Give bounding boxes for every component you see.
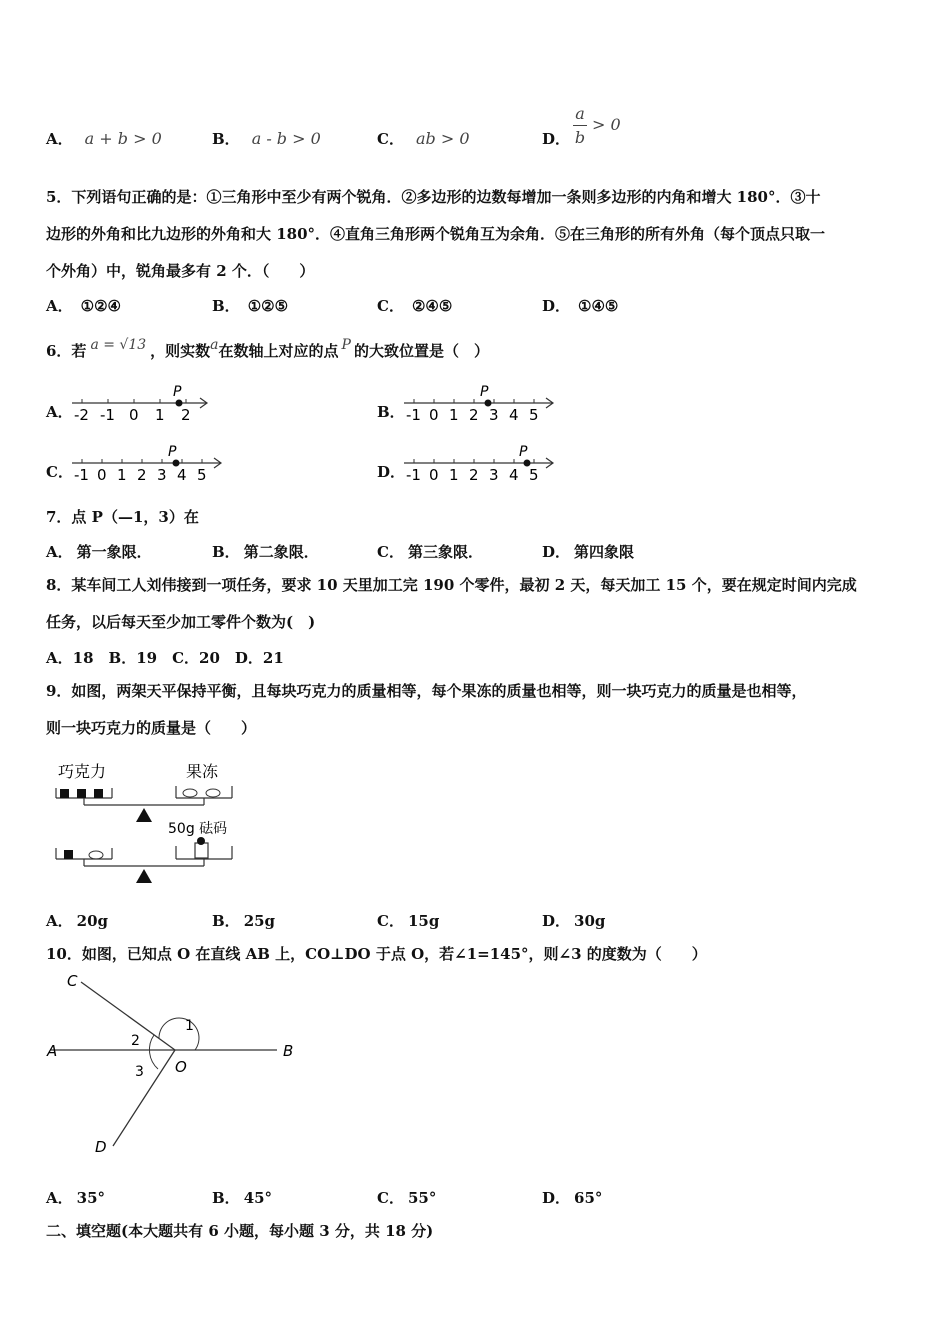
weight-box (195, 843, 208, 858)
q6-c-tick: 0 (97, 466, 107, 484)
chocolate-block (60, 789, 69, 798)
chocolate-block (64, 850, 73, 859)
q7-option-c: C． 第三象限． (377, 543, 483, 561)
ray-oc (81, 982, 175, 1050)
q4-d-rest: > 0 (592, 115, 621, 134)
q4-d-denominator: b (574, 128, 586, 147)
q6-number-line-a (70, 380, 215, 426)
weight-label: 50g 砝码 (168, 821, 228, 837)
q6-d-tick: 0 (429, 466, 439, 484)
q6-option-c-label: C． (46, 463, 73, 481)
lower-balance (56, 837, 232, 883)
q6-b-tick: 0 (429, 406, 439, 424)
q10-stem: 10．如图，已知点 O 在直线 AB 上，CO⊥DO 于点 O，若∠1=145°，则∠3 的度数为（ ） (46, 945, 707, 963)
q4-d-numerator: a (575, 104, 585, 123)
jelly-label: 果冻 (186, 762, 219, 781)
jelly (89, 851, 103, 859)
q6-c-tick: 3 (157, 466, 167, 484)
label-c: C (67, 972, 78, 990)
chocolate-label: 巧克力 (58, 762, 107, 781)
q5-line3: 个外角）中，锐角最多有 2 个．（ ） (46, 262, 315, 280)
q6-a-tick: 0 (129, 406, 139, 424)
q5-option-d: D． ①④⑤ (542, 297, 619, 315)
q5-option-c: C． ②④⑤ (377, 297, 453, 315)
q4-d-fraction-bar (573, 125, 587, 126)
q6-a-tick: 2 (181, 406, 191, 424)
q6-option-d-label: D． (377, 463, 406, 481)
q9-option-b: B． 25g (212, 912, 276, 930)
label-o: O (175, 1058, 187, 1076)
q6-a-tick: -2 (74, 406, 89, 424)
q6-d-tick: 1 (449, 466, 459, 484)
jelly (183, 789, 197, 797)
q4-option-b: B． a - b > 0 (212, 129, 321, 148)
upper-balance (56, 786, 232, 822)
q6-b-tick: 4 (509, 406, 519, 424)
q6-c-tick: 4 (177, 466, 187, 484)
q8-options: A．18 B．19 C．20 D．21 (46, 649, 284, 667)
q6-b-tick: 5 (529, 406, 539, 424)
section-2-heading: 二、填空题(本大题共有 6 小题，每小题 3 分，共 18 分) (46, 1222, 434, 1240)
q9-option-d: D． 30g (542, 912, 606, 930)
q6-c-tick: -1 (74, 466, 89, 484)
q6-b-tick: -1 (406, 406, 421, 424)
q6-c-tick: 1 (117, 466, 127, 484)
q6-option-a-label: A． (46, 403, 73, 421)
q4-option-c: C． ab > 0 (377, 129, 470, 148)
q6-number-line-c (70, 440, 230, 486)
q10-option-a: A． 35° (46, 1189, 106, 1207)
q6-a-tick: 1 (155, 406, 165, 424)
q6-number-line-b (402, 380, 562, 426)
q10-option-d: D． 65° (542, 1189, 603, 1207)
angle-2-3-arc (149, 1035, 158, 1069)
q5-option-a: A． ①②④ (46, 297, 121, 315)
q6-a-point-label: P (173, 384, 182, 400)
q6-option-b-label: B． (377, 403, 405, 421)
label-2: 2 (131, 1033, 140, 1049)
q6-d-tick: 5 (529, 466, 539, 484)
q6-d-tick: 3 (489, 466, 499, 484)
q6-b-point-label: P (480, 384, 489, 400)
q6-d-tick: -1 (406, 466, 421, 484)
q10-angle-figure (45, 968, 305, 1158)
q6-number-line-d (402, 440, 562, 486)
fulcrum (136, 808, 152, 822)
q6-c-tick: 5 (197, 466, 207, 484)
q6-d-tick: 2 (469, 466, 479, 484)
q6-d-tick: 4 (509, 466, 519, 484)
q8-line2: 任务，以后每天至少加工零件个数为( ) (46, 613, 316, 631)
q5-option-b: B． ①②⑤ (212, 297, 289, 315)
q7-option-d: D． 第四象限 (542, 543, 635, 561)
q6-b-tick: 3 (489, 406, 499, 424)
q6-stem: 6．若 a = √13 ，则实数a在数轴上对应的点 P 的大致位置是（ ） (46, 337, 489, 360)
jelly (206, 789, 220, 797)
q6-d-point-label: P (519, 444, 528, 460)
q7-option-b: B． 第二象限． (212, 543, 319, 561)
q8-line1: 8．某车间工人刘伟接到一项任务，要求 10 天里加工完 190 个零件，最初 2 天，每天加工 15 个，要在规定时间内完成 (46, 576, 857, 594)
q9-line1: 9．如图，两架天平保持平衡，且每块巧克力的质量相等，每个果冻的质量也相等，则一块巧克力的质量是也相等， (46, 682, 807, 700)
q6-c-tick: 2 (137, 466, 147, 484)
q5-line2: 边形的外角和比九边形的外角和大 180°．④直角三角形两个锐角互为余角．⑤在三角形的所有外角（每个顶点只取一 (46, 225, 826, 243)
chocolate-block (77, 789, 86, 798)
q9-option-c: C． 15g (377, 912, 440, 930)
label-b: B (283, 1042, 294, 1060)
q6-a-tick: -1 (100, 406, 115, 424)
label-d: D (95, 1138, 107, 1156)
q4-option-d: D． (542, 130, 571, 148)
label-a: A (47, 1042, 58, 1060)
q6-b-tick: 2 (469, 406, 479, 424)
q6-c-point-label: P (168, 444, 177, 460)
q9-balance-figure (50, 755, 250, 890)
label-1: 1 (185, 1018, 194, 1034)
fulcrum (136, 869, 152, 883)
q4-option-a: A． a + b > 0 (46, 129, 162, 148)
q7-option-a: A． 第一象限． (46, 543, 152, 561)
q9-option-a: A． 20g (46, 912, 109, 930)
q9-line2: 则一块巧克力的质量是（ ） (46, 719, 257, 737)
weight-knob (197, 837, 205, 845)
label-3: 3 (135, 1064, 144, 1080)
chocolate-block (94, 789, 103, 798)
q7-stem: 7．点 P（—1，3）在 (46, 508, 199, 526)
q6-b-tick: 1 (449, 406, 459, 424)
ray-od (113, 1050, 175, 1146)
q5-line1: 5．下列语句正确的是：①三角形中至少有两个锐角．②多边形的边数每增加一条则多边形的内角和增大 180°．③十 (46, 188, 821, 206)
q10-option-c: C． 55° (377, 1189, 437, 1207)
q10-option-b: B． 45° (212, 1189, 273, 1207)
